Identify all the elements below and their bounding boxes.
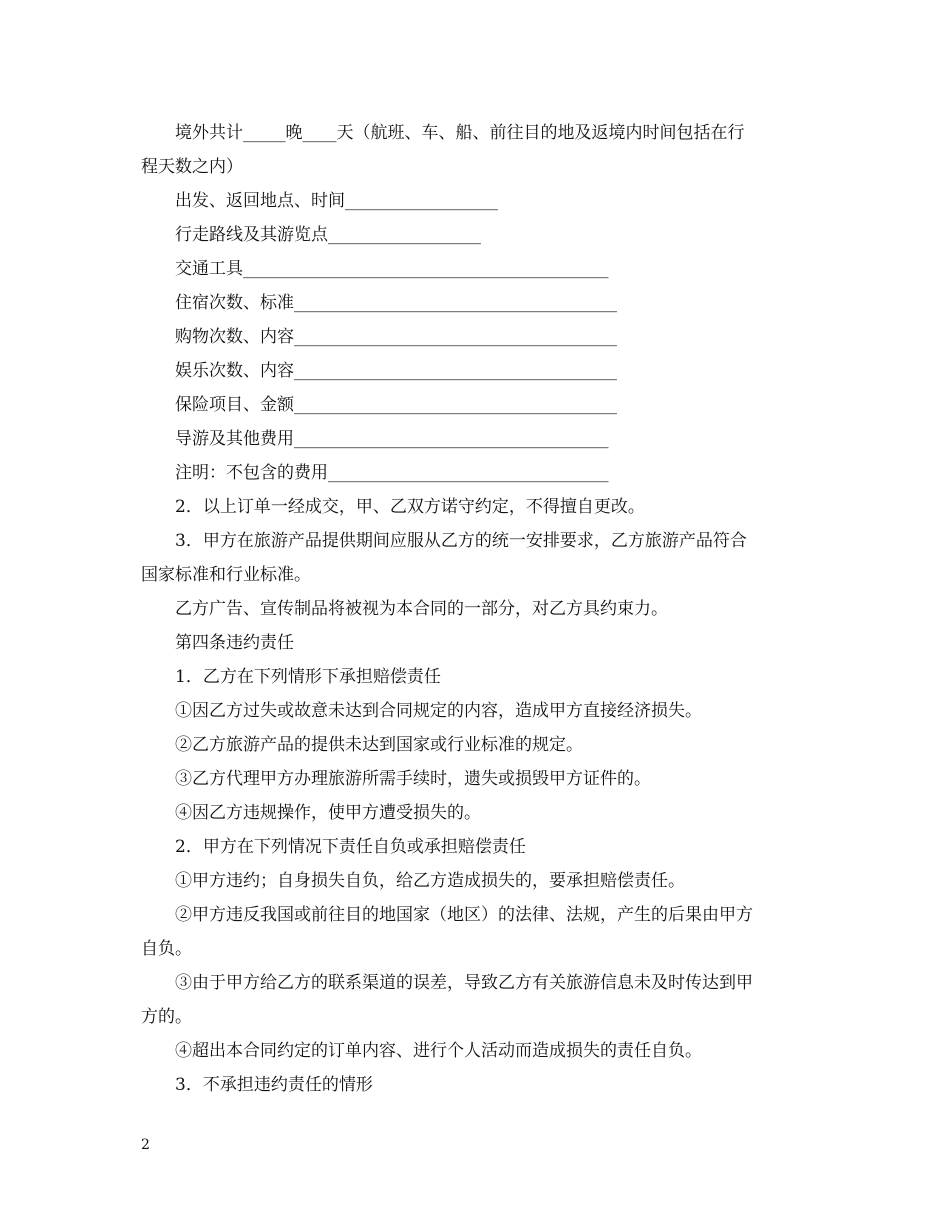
text-line: 出发、返回地点、时间__________________	[175, 191, 498, 211]
text-line: 第四条违约责任	[175, 633, 294, 653]
text-line: 保险项目、金额______________________________________	[175, 395, 617, 415]
text-line: 境外共计_____晚____天（航班、车、船、前往目的地及返境内时间包括在行	[175, 123, 745, 143]
text-line: 自负。	[141, 939, 192, 959]
text-line: 3．不承担违约责任的情形	[175, 1075, 373, 1095]
text-line: 行走路线及其游览点__________________	[175, 225, 481, 245]
text-line: ③由于甲方给乙方的联系渠道的误差，导致乙方有关旅游信息未及时传达到甲	[175, 973, 753, 993]
text-line: 方的。	[141, 1007, 192, 1027]
text-line: ①甲方违约；自身损失自负，给乙方造成损失的，要承担赔偿责任。	[175, 871, 685, 891]
text-line: 程天数之内）	[141, 157, 243, 177]
text-line: 2．甲方在下列情况下责任自负或承担赔偿责任	[175, 837, 526, 857]
text-line: 购物次数、内容______________________________________	[175, 327, 617, 347]
text-line: 2．以上订单一经成交，甲、乙双方诺守约定，不得擅自更改。	[175, 497, 645, 517]
text-line: ④因乙方违规操作，使甲方遭受损失的。	[175, 803, 481, 823]
document-body	[141, 116, 813, 1102]
text-line: 娱乐次数、内容______________________________________	[175, 361, 617, 381]
text-line: 导游及其他费用_____________________________________	[175, 429, 609, 449]
text-line: ②乙方旅游产品的提供未达到国家或行业标准的规定。	[175, 735, 583, 755]
text-line: ①因乙方过失或故意未达到合同规定的内容，造成甲方直接经济损失。	[175, 701, 702, 721]
page-number: 2	[141, 1137, 150, 1153]
text-line: 注明：不包含的费用_________________________________	[175, 463, 609, 483]
text-line: 3．甲方在旅游产品提供期间应服从乙方的统一安排要求，乙方旅游产品符合	[175, 531, 747, 551]
text-line: 国家标准和行业标准。	[141, 565, 311, 585]
text-line: 交通工具___________________________________________	[175, 259, 609, 279]
text-line: ③乙方代理甲方办理旅游所需手续时，遗失或损毁甲方证件的。	[175, 769, 651, 789]
text-line: 乙方广告、宣传制品将被视为本合同的一部分，对乙方具约束力。	[175, 599, 668, 619]
text-line: ②甲方违反我国或前往目的地国家（地区）的法律、法规，产生的后果由甲方	[175, 905, 753, 925]
text-line: 1．乙方在下列情形下承担赔偿责任	[175, 667, 441, 687]
text-line: 住宿次数、标准______________________________________	[175, 293, 617, 313]
text-line: ④超出本合同约定的订单内容、进行个人活动而造成损失的责任自负。	[175, 1041, 702, 1061]
